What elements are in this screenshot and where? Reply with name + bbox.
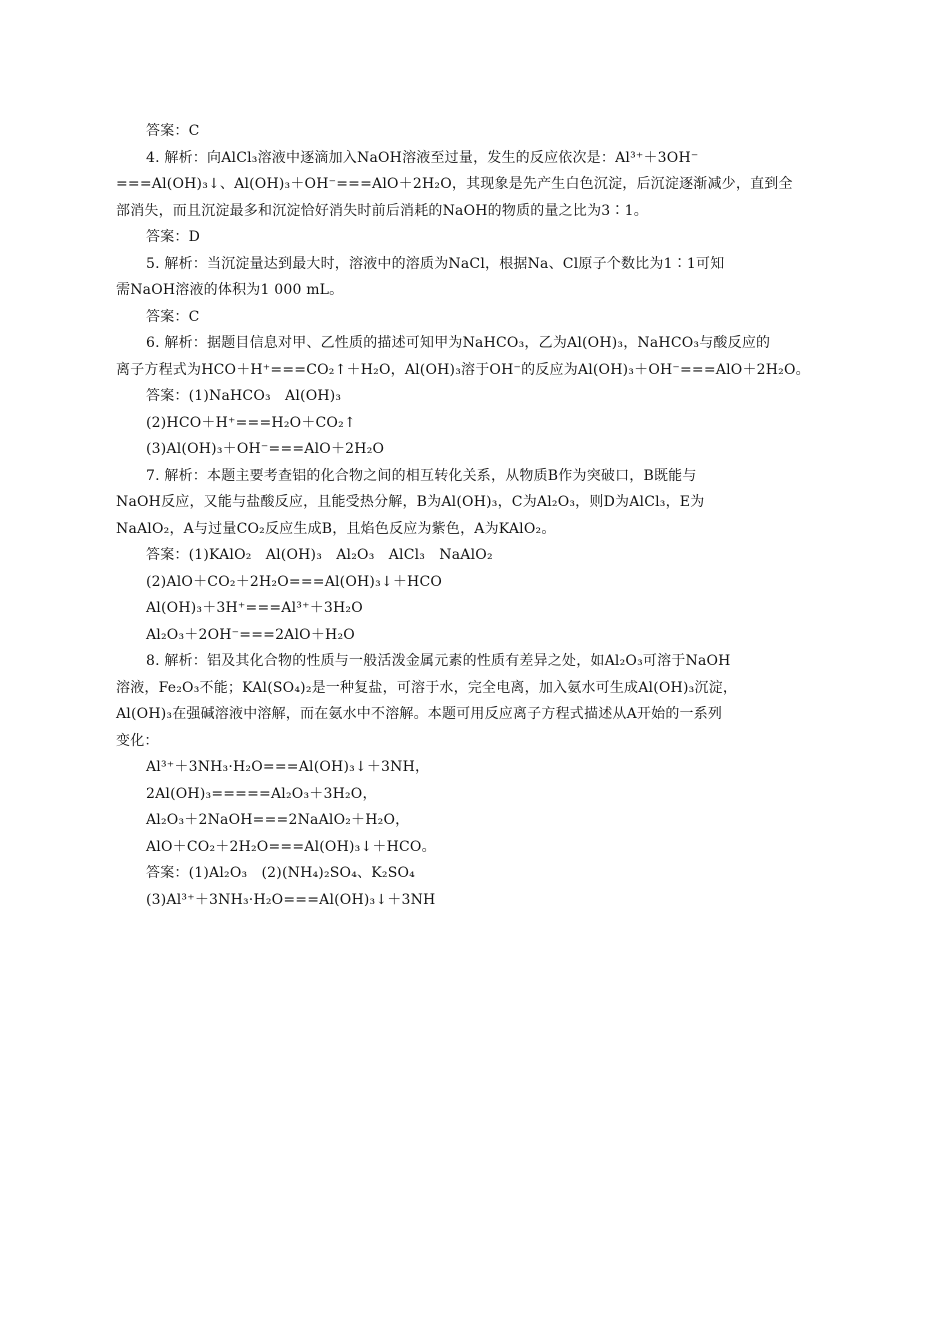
explanation-8-line-3: Al(OH)₃在强碱溶液中溶解，而在氨水中不溶解。本题可用反应离子方程式描述从A开始的一系列 <box>116 706 723 722</box>
answer-line-4: 答案：D <box>146 229 201 245</box>
explanation-5-line-2: 需NaOH溶液的体积为1 000 mL。 <box>116 282 344 298</box>
explanation-8-line-2: 溶液，Fe₂O₃不能；KAl(SO₄)₂是一种复盐，可溶于水，完全电离，加入氨水可生成Al(OH)₃沉淀， <box>116 679 738 696</box>
answer-line-3: 答案：C <box>146 123 200 139</box>
equation-line-3: Al₂O₃＋2NaOH===2NaAlO₂＋H₂O， <box>146 812 410 828</box>
explanation-5-line-1: 5. 解析：当沉淀量达到最大时，溶液中的溶质为NaCl，根据Na、Cl原子个数比为1∶1可知 <box>146 255 725 272</box>
answer-line-7-4: Al₂O₃＋2OH⁻===2AlO＋H₂O <box>146 626 355 643</box>
answer-line-6-2: (2)HCO＋H⁺===H₂O＋CO₂↑ <box>146 414 356 431</box>
explanation-4-line-1: 4. 解析：向AlCl₃溶液中逐滴加入NaOH溶液至过量，发生的反应依次是：Al³⁺＋3OH⁻ <box>146 149 699 166</box>
answer-line-7-3: Al(OH)₃＋3H⁺===Al³⁺＋3H₂O <box>146 600 363 616</box>
explanation-7-line-1: 7. 解析：本题主要考查铝的化合物之间的相互转化关系，从物质B作为突破口，B既能与 <box>146 467 697 484</box>
explanation-7-line-2: NaOH反应，又能与盐酸反应，且能受热分解，B为Al(OH)₃，C为Al₂O₃，则D为AlCl₃，E为 <box>116 494 705 510</box>
answer-line-8-2: (3)Al³⁺＋3NH₃·H₂O===Al(OH)₃↓＋3NH <box>146 891 436 908</box>
explanation-8-line-4: 变化： <box>116 732 159 749</box>
answer-line-7-1: 答案：(1)KAlO₂ Al(OH)₃ Al₂O₃ AlCl₃ NaAlO₂ <box>146 547 493 563</box>
equation-line-4: AlO＋CO₂＋2H₂O===Al(OH)₃↓＋HCO。 <box>146 838 436 855</box>
answer-explanations <box>116 118 836 913</box>
answer-line-8-1: 答案：(1)Al₂O₃ (2)(NH₄)₂SO₄、K₂SO₄ <box>146 865 415 881</box>
explanation-4-line-3: 部消失，而且沉淀最多和沉淀恰好消失时前后消耗的NaOH的物质的量之比为3∶1。 <box>116 202 648 219</box>
answer-line-5: 答案：C <box>146 308 200 325</box>
explanation-4-line-2: ===Al(OH)₃↓、Al(OH)₃＋OH⁻===AlO＋2H₂O，其现象是先产生白色沉淀，后沉淀逐渐减少，直到全 <box>116 176 793 192</box>
explanation-6-line-2: 离子方程式为HCO＋H⁺===CO₂↑＋H₂O，Al(OH)₃溶于OH⁻的反应为Al(OH)₃＋OH⁻===AlO＋2H₂O。 <box>116 361 810 378</box>
equation-line-2: 2Al(OH)₃=====Al₂O₃＋3H₂O， <box>146 785 377 802</box>
explanation-6-line-1: 6. 解析：据题目信息对甲、乙性质的描述可知甲为NaHCO₃，乙为Al(OH)₃，NaHCO₃与酸反应的 <box>146 335 771 351</box>
explanation-8-line-1: 8. 解析：铝及其化合物的性质与一般活泼金属元素的性质有差异之处，如Al₂O₃可溶于NaOH <box>146 653 731 669</box>
equation-line-1: Al³⁺＋3NH₃·H₂O===Al(OH)₃↓＋3NH， <box>146 759 430 775</box>
answer-line-6-1: 答案：(1)NaHCO₃ Al(OH)₃ <box>146 388 342 404</box>
explanation-7-line-3: NaAlO₂，A与过量CO₂反应生成B，且焰色反应为紫色，A为KAlO₂。 <box>116 520 556 537</box>
answer-line-6-3: (3)Al(OH)₃＋OH⁻===AlO＋2H₂O <box>146 441 385 457</box>
answer-line-7-2: (2)AlO＋CO₂＋2H₂O===Al(OH)₃↓＋HCO <box>146 573 443 590</box>
